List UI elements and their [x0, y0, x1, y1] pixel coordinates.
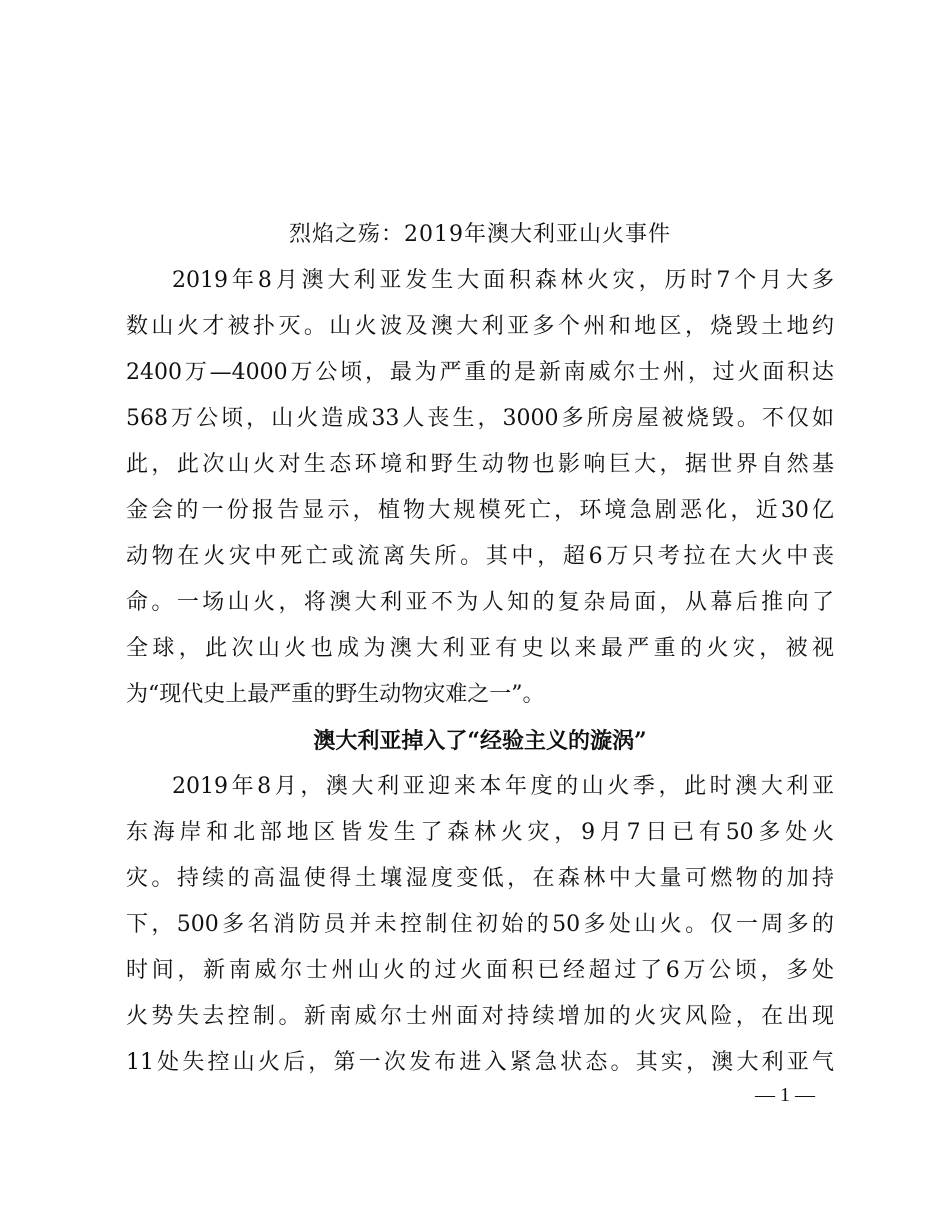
paragraph-1-line: 568万公顷，山火造成33人丧生，3000多所房屋被烧毁。不仅如 — [126, 406, 834, 431]
paragraph-2-line: 下，500多名消防员并未控制住初始的50多处山火。仅一周多的 — [126, 912, 834, 937]
paragraph-2-line: 火势失去控制。新南威尔士州面对持续增加的火灾风险，在出现 — [126, 1004, 834, 1029]
paragraph-1 — [126, 258, 834, 718]
paragraph-2-line: 2019年8月，澳大利亚迎来本年度的山火季，此时澳大利亚 — [172, 774, 834, 799]
document-title: 烈焰之殇：2019年澳大利亚山火事件 — [289, 222, 671, 247]
paragraph-2-line: 时间，新南威尔士州山火的过火面积已经超过了6万公顷，多处 — [126, 958, 834, 983]
paragraph-2-line: 东海岸和北部地区皆发生了森林火灾，9月7日已有50多处火 — [126, 820, 834, 845]
paragraph-1-line: 数山火才被扑灭。山火波及澳大利亚多个州和地区，烧毁土地约 — [126, 314, 834, 339]
paragraph-2 — [126, 764, 834, 1086]
paragraph-1-line: 全球，此次山火也成为澳大利亚有史以来最严重的火灾，被视 — [126, 636, 834, 661]
paragraph-1-line: 此，此次山火对生态环境和野生动物也影响巨大，据世界自然基 — [126, 452, 834, 477]
paragraph-1-line: 动物在火灾中死亡或流离失所。其中，超6万只考拉在大火中丧 — [126, 544, 834, 569]
paragraph-2-line: 灾。持续的高温使得土壤湿度变低，在森林中大量可燃物的加持 — [126, 866, 834, 891]
page-number: — 1 — — [755, 1084, 815, 1106]
paragraph-2-line: 11处失控山火后，第一次发布进入紧急状态。其实，澳大利亚气 — [126, 1050, 834, 1075]
paragraph-1-line: 金会的一份报告显示，植物大规模死亡，环境急剧恶化，近30亿 — [126, 498, 834, 523]
section-heading: 澳大利亚掉入了“经验主义的漩涡” — [313, 728, 647, 754]
document-body — [126, 212, 834, 1086]
paragraph-1-line: 为“现代史上最严重的野生动物灾难之一”。 — [126, 682, 545, 707]
paragraph-1-line: 2400万—4000万公顷，最为严重的是新南威尔士州，过火面积达 — [126, 360, 834, 385]
paragraph-1-line: 2019年8月澳大利亚发生大面积森林火灾，历时7个月大多 — [172, 268, 834, 293]
paragraph-1-line: 命。一场山火，将澳大利亚不为人知的复杂局面，从幕后推向了 — [126, 590, 834, 615]
